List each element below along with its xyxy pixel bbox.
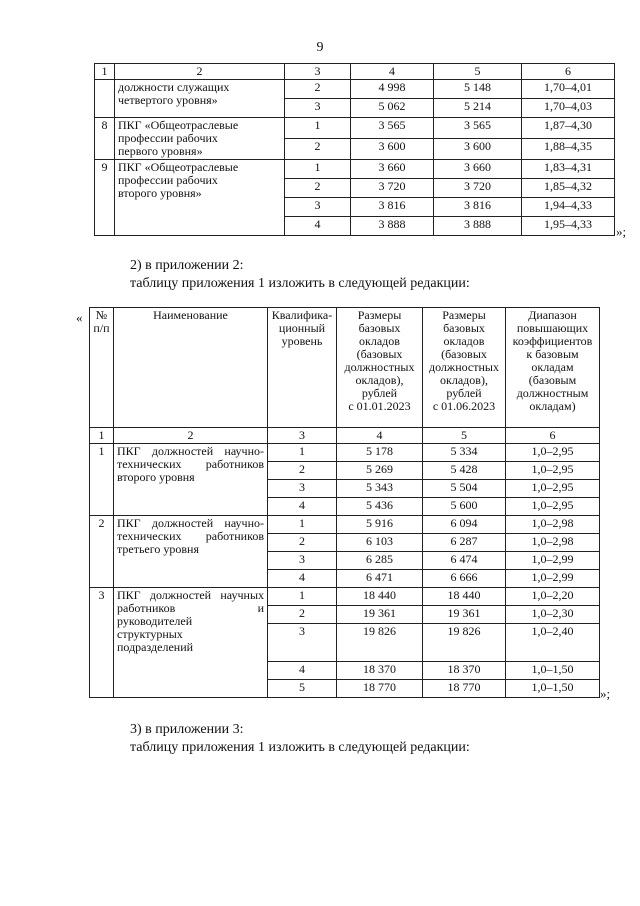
group-name [115,118,285,160]
group-name-line: ПКГ должностей научных [117,588,264,602]
base-salary-2-cell: 3 888 [434,217,522,236]
base-salary-2-cell: 6 666 [423,570,506,588]
column-number: 2 [115,64,285,80]
base-salary-1-cell: 4 998 [351,80,434,99]
base-salary-1-cell: 19 826 [337,624,423,662]
base-salary-2-cell: 6 474 [423,552,506,570]
group-name [114,588,268,698]
base-salary-1-cell: 6 103 [337,534,423,552]
coefficient-cell: 1,87–4,30 [522,118,615,139]
group-name-line: ПКГ «Общеотраслевые [118,160,239,174]
group-name-line: работников и [117,601,264,615]
base-salary-2-cell: 5 214 [434,99,522,118]
level-cell: 2 [268,606,337,624]
header-line: (базовых [356,347,403,361]
table-1 [94,63,615,236]
table-1-closing-mark: »; [616,224,627,239]
level-cell: 3 [268,552,337,570]
para-2-line-2: таблицу приложения 1 изложить в следующей редакции: [130,276,470,291]
level-cell: 4 [268,662,337,680]
column-number: 5 [423,428,506,444]
coefficient-cell: 1,70–4,01 [522,80,615,99]
column-number: 2 [114,428,268,444]
base-salary-2-cell: 6 094 [423,516,506,534]
header-line: с 01.01.2023 [348,399,411,413]
base-salary-1-cell: 5 343 [337,480,423,498]
coefficient-cell: 1,85–4,32 [522,179,615,198]
group-name-line: структурных [117,627,183,641]
header-line: (базовым [528,373,577,387]
header-line: Диапазон [528,308,577,322]
para-2-line-1: 2) в приложении 2: [130,258,244,273]
para-3-line-1: 3) в приложении 3: [130,722,244,737]
column-number-row [90,428,600,444]
group-name-line: первого уровня» [118,144,203,158]
base-salary-1-cell: 3 720 [351,179,434,198]
header-line: п/п [93,321,110,335]
group-name [115,80,285,118]
table-row [95,160,615,179]
base-salary-1-cell: 5 436 [337,498,423,516]
table-row [90,588,600,606]
column-number: 6 [522,64,615,80]
header-line: к базовым [526,347,579,361]
base-salary-2-cell: 3 600 [434,139,522,160]
group-name [114,516,268,588]
header-line: рублей [446,386,482,400]
header-line: окладам) [529,399,576,413]
base-salary-1-cell: 6 285 [337,552,423,570]
group-name-line: второго уровня [117,470,195,484]
group-name-line: технических работников [117,529,264,543]
level-cell: 3 [285,198,351,217]
coefficient-cell: 1,0–2,95 [506,498,600,516]
coefficient-cell: 1,0–2,98 [506,534,600,552]
column-number: 6 [506,428,600,444]
base-salary-2-cell: 3 565 [434,118,522,139]
coefficient-cell: 1,0–2,99 [506,570,600,588]
base-salary-2-cell: 19 826 [423,624,506,662]
group-name-line: ПКГ должностей научно- [117,516,264,530]
level-cell: 5 [268,680,337,698]
coefficient-cell: 1,0–2,95 [506,480,600,498]
row-number [95,80,115,118]
header-line: окладов), [440,373,488,387]
header-line: с 01.06.2023 [432,399,496,413]
coefficient-cell: 1,0–1,50 [506,662,600,680]
table-row [95,80,615,99]
column-number-row [95,64,615,80]
base-salary-2-cell: 5 600 [423,498,506,516]
header-line: должностным [516,386,589,400]
base-salary-1-cell: 19 361 [337,606,423,624]
table-2 [89,307,600,698]
coefficient-cell: 1,0–2,98 [506,516,600,534]
coefficient-cell: 1,0–2,99 [506,552,600,570]
group-name-line: ПКГ «Общеотраслевые [118,118,239,132]
group-name [114,444,268,516]
header-line: № [95,308,108,322]
base-salary-2-cell: 3 660 [434,160,522,179]
level-cell: 2 [285,80,351,99]
header-line: окладам [531,360,574,374]
base-salary-2-cell: 18 370 [423,662,506,680]
table-2-opening-mark: « [76,310,83,325]
base-salary-2-cell: 19 361 [423,606,506,624]
base-salary-1-cell: 3 565 [351,118,434,139]
base-salary-2-cell: 3 816 [434,198,522,217]
base-salary-1-cell: 6 471 [337,570,423,588]
header-line: должностных [344,360,415,374]
row-number: 1 [90,444,114,516]
base-salary-2-cell: 3 720 [434,179,522,198]
coefficient-cell: 1,0–2,30 [506,606,600,624]
header-line: уровень [281,334,323,348]
header-line: рублей [361,386,398,400]
column-number: 3 [268,428,337,444]
header-line: (базовых [441,347,487,361]
header-line: ционный [278,321,326,335]
level-cell: 1 [268,588,337,606]
coefficient-cell: 1,0–2,20 [506,588,600,606]
base-salary-2-cell: 5 428 [423,462,506,480]
level-cell: 2 [268,462,337,480]
coefficient-cell: 1,0–2,95 [506,444,600,462]
level-cell: 1 [268,516,337,534]
row-number: 2 [90,516,114,588]
column-number: 1 [90,428,114,444]
header-coef [506,308,600,428]
base-salary-2-cell: 5 148 [434,80,522,99]
base-salary-1-cell: 3 600 [351,139,434,160]
coefficient-cell: 1,95–4,33 [522,217,615,236]
level-cell: 4 [268,570,337,588]
header-line: коэффициентов [512,334,593,348]
base-salary-2-cell: 18 770 [423,680,506,698]
level-cell: 4 [268,498,337,516]
level-cell: 3 [285,99,351,118]
group-name-line: третьего уровня [117,542,199,556]
column-number: 3 [285,64,351,80]
table-row [95,118,615,139]
base-salary-2-cell: 6 287 [423,534,506,552]
column-number: 4 [351,64,434,80]
group-name-line: профессии рабочих [118,173,218,187]
level-cell: 1 [285,118,351,139]
base-salary-1-cell: 5 916 [337,516,423,534]
coefficient-cell: 1,94–4,33 [522,198,615,217]
base-salary-2-cell: 5 334 [423,444,506,462]
group-name-line: четвертого уровня» [118,93,218,107]
coefficient-cell: 1,0–1,50 [506,680,600,698]
base-salary-1-cell: 18 440 [337,588,423,606]
para-3-line-2: таблицу приложения 1 изложить в следующей редакции: [130,740,470,755]
header-line: базовых [358,321,401,335]
level-cell: 1 [268,444,337,462]
row-number: 8 [95,118,115,160]
level-cell: 2 [285,139,351,160]
header-base-2023-06 [423,308,506,428]
coefficient-cell: 1,83–4,31 [522,160,615,179]
level-cell: 4 [285,217,351,236]
level-cell: 1 [285,160,351,179]
group-name [115,160,285,236]
base-salary-1-cell: 5 269 [337,462,423,480]
header-line: базовых [443,321,485,335]
base-salary-1-cell: 18 770 [337,680,423,698]
level-cell: 3 [268,624,337,662]
row-number: 3 [90,588,114,698]
header-line: Размеры [357,308,402,322]
group-name-line: технических работников [117,457,264,471]
group-name-line: руководителей [117,614,193,628]
header-line: окладов), [355,373,404,387]
header-line: Квалифика- [271,308,333,322]
base-salary-1-cell: 5 178 [337,444,423,462]
header-base-2023-01 [337,308,423,428]
group-name-line: профессии рабочих [118,131,218,145]
level-cell: 2 [285,179,351,198]
column-number: 5 [434,64,522,80]
table-row [90,516,600,534]
level-cell: 2 [268,534,337,552]
column-number: 4 [337,428,423,444]
table-2-closing-mark: »; [600,686,611,701]
coefficient-cell: 1,70–4,03 [522,99,615,118]
base-salary-2-cell: 18 440 [423,588,506,606]
header-name: Наименование [114,308,268,428]
group-name-line: ПКГ должностей научно- [117,444,264,458]
coefficient-cell: 1,0–2,40 [506,624,600,662]
group-name-line: должности служащих [118,80,230,94]
header-no [90,308,114,428]
header-line: окладов [359,334,400,348]
column-number: 1 [95,64,115,80]
coefficient-cell: 1,88–4,35 [522,139,615,160]
table-row [90,444,600,462]
base-salary-2-cell: 5 504 [423,480,506,498]
base-salary-1-cell: 3 816 [351,198,434,217]
level-cell: 3 [268,480,337,498]
header-level [268,308,337,428]
header-line: Размеры [442,308,486,322]
base-salary-1-cell: 3 660 [351,160,434,179]
group-name-line: второго уровня» [118,186,202,200]
row-number: 9 [95,160,115,236]
base-salary-1-cell: 5 062 [351,99,434,118]
header-line: должностных [428,360,499,374]
header-line: окладов [443,334,485,348]
group-name-line: подразделений [117,640,194,654]
coefficient-cell: 1,0–2,95 [506,462,600,480]
table-2-header-row [90,308,600,428]
page-number: 9 [316,40,324,55]
base-salary-1-cell: 3 888 [351,217,434,236]
header-line: повышающих [516,321,589,335]
base-salary-1-cell: 18 370 [337,662,423,680]
